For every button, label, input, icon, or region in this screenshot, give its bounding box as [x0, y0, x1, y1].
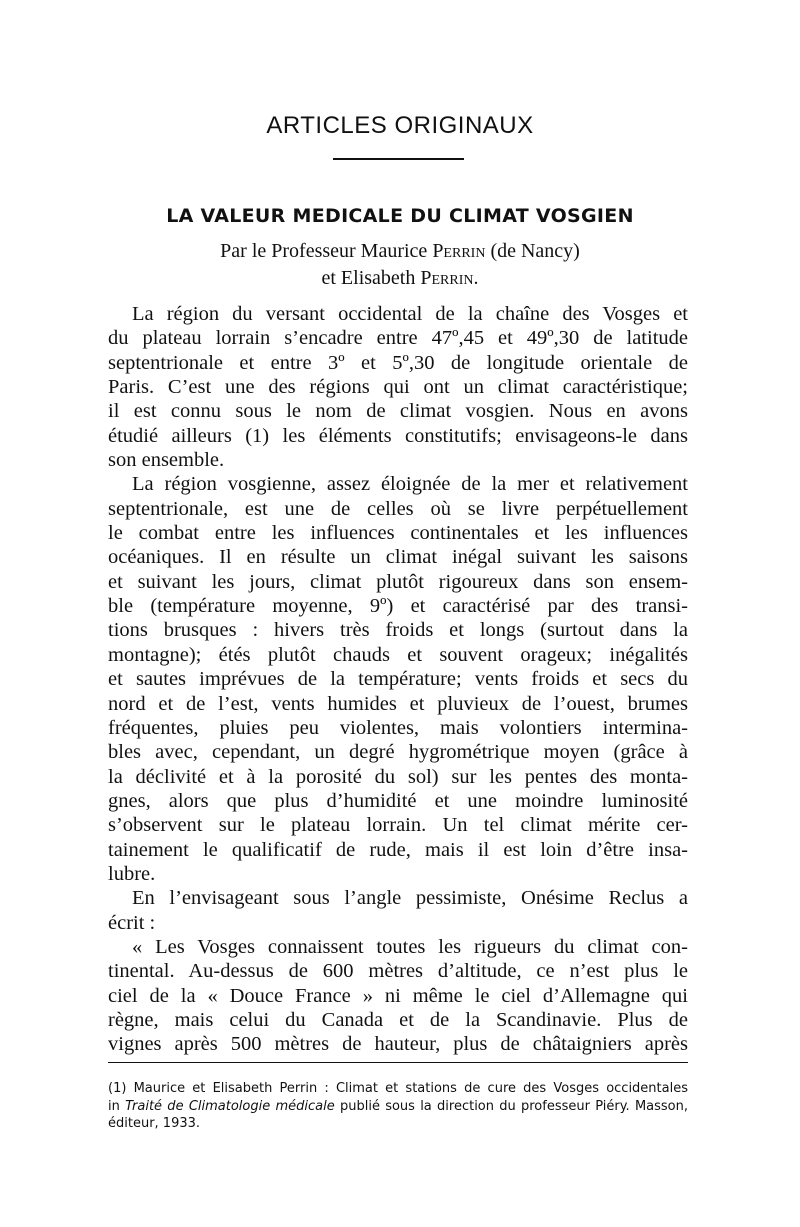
- footnote: [108, 1080, 688, 1133]
- author-name-2: Perrin: [420, 267, 474, 289]
- body-line: le combat entre les influences continentales et les influences: [108, 522, 688, 545]
- author-name-1: Perrin: [432, 240, 486, 262]
- body-line: Paris. C’est une des régions qui ont un climat caractéristique;: [108, 376, 688, 399]
- body-line: fréquentes, pluies peu violentes, mais volontiers intermina-: [108, 716, 688, 739]
- body-line: tainement le qualificatif de rude, mais il est loin d’être insa-: [108, 838, 688, 861]
- body-line: ble (température moyenne, 9º) et caractérisé par des transi-: [108, 595, 688, 618]
- body-line: étudié ailleurs (1) les éléments constitutifs; envisageons-le dans: [108, 424, 688, 447]
- body-line: gnes, alors que plus d’humidité et une moindre luminosité: [108, 789, 688, 812]
- body-line: et sautes imprévues de la température; vents froids et secs du: [108, 668, 688, 691]
- byline-line-1: [0, 238, 800, 265]
- byline-suffix-2: .: [473, 267, 479, 289]
- body-line: écrit :: [108, 911, 156, 934]
- body-line: En l’envisageant sous l’angle pessimiste, Onésime Reclus a: [132, 887, 688, 910]
- footnote-prefix: in: [108, 1098, 126, 1114]
- body-line: océaniques. Il en résulte un climat inégal suivant les saisons: [108, 546, 688, 569]
- body-line: lubre.: [108, 862, 156, 885]
- body-line: règne, mais celui du Canada et de la Scandinavie. Plus de: [108, 1008, 688, 1031]
- body-line: tinental. Au-dessus de 600 mètres d’altitude, ce n’est plus le: [108, 960, 688, 983]
- footnote-line-3: éditeur, 1933.: [108, 1116, 201, 1131]
- body-line: du plateau lorrain s’encadre entre 47º,45 et 49º,30 de latitude: [108, 327, 688, 350]
- body-line: et suivant les jours, climat plutôt rigoureux dans son ensem-: [108, 570, 688, 593]
- body-line: tions brusques : hivers très froids et longs (surtout dans la: [108, 619, 688, 642]
- body-line: s’observent sur le plateau lorrain. Un tel climat mérite cer-: [108, 814, 688, 837]
- body-line: La région du versant occidental de la chaîne des Vosges et: [132, 303, 688, 325]
- footnote-rule: [108, 1062, 688, 1063]
- body-line: septentrionale, est une de celles où se livre perpétuellement: [108, 497, 688, 520]
- body-line: montagne); étés plutôt chauds et souvent orageux; inégalités: [108, 643, 688, 666]
- byline: [0, 238, 800, 292]
- article-body: [108, 302, 688, 1057]
- body-line: vignes après 500 mètres de hauteur, plus de châtaigniers après: [108, 1033, 688, 1056]
- body-line: septentrionale et entre 3º et 5º,30 de longitude orientale de: [108, 351, 688, 374]
- byline-prefix-2: et Elisabeth: [321, 267, 421, 289]
- body-line: bles avec, cependant, un degré hygrométrique moyen (grâce à: [108, 741, 688, 764]
- body-line: « Les Vosges connaissent toutes les rigueurs du climat con-: [132, 935, 688, 958]
- footnote-book-title: Traité de Climatologie médicale: [125, 1098, 335, 1114]
- article-title: LA VALEUR MEDICALE DU CLIMAT VOSGIEN: [166, 205, 634, 227]
- section-heading: ARTICLES ORIGINAUX: [266, 112, 534, 139]
- byline-line-2: [0, 265, 800, 292]
- body-line: il est connu sous le nom de climat vosgien. Nous en avons: [108, 400, 688, 423]
- body-line: la déclivité et à la porosité du sol) sur les pentes des monta-: [108, 765, 688, 788]
- body-line: La région vosgienne, assez éloignée de la mer et relativement: [132, 473, 688, 496]
- body-line: son ensemble.: [108, 449, 225, 472]
- byline-prefix-1: Par le Professeur Maurice: [220, 240, 433, 262]
- footnote-line-1: (1) Maurice et Elisabeth Perrin : Climat et stations de cure des Vosges occidentales: [108, 1081, 688, 1096]
- byline-suffix-1: (de Nancy): [485, 240, 580, 262]
- footnote-line-2: [108, 1098, 688, 1116]
- body-line: ciel de la « Douce France » ni même le ciel d’Allemagne qui: [108, 984, 688, 1007]
- heading-rule: [333, 158, 464, 160]
- body-line: nord et de l’est, vents humides et pluvieux de l’ouest, brumes: [108, 692, 688, 715]
- footnote-suffix: publié sous la direction du professeur Piéry. Masson,: [334, 1098, 688, 1114]
